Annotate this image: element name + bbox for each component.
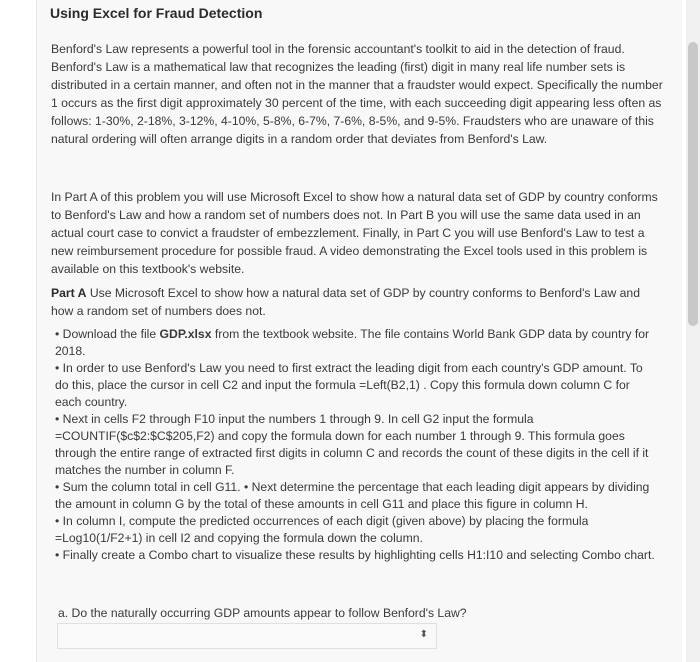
list-item-text: • Download the file	[55, 327, 160, 341]
list-item: • In order to use Benford's Law you need to first extract the leading digit from each country's GDP amount. To do this, place the cursor in cell C2 and input the formula =Left(B2,1) . Copy this formula down column C for each country.	[55, 361, 643, 409]
list-item-text: from the textbook website. The file contains World Bank GDP data by country for 2018.	[55, 327, 650, 358]
vertical-scrollbar[interactable]	[686, 0, 700, 662]
list-item	[55, 326, 655, 360]
list-item: • In column I, compute the predicted occurrences of each digit (given above) by placing the formula =Log10(1/F2+1) in cell I2 and copying the formula down the column.	[55, 514, 589, 545]
list-item: • Next in cells F2 through F10 input the numbers 1 through 9. In cell G2 input the formula =COUNTIF($c$2:$C$205,F2) and copy the formula down for each number 1 through 9. This formula goes through the entire range of extracted first digits in column C and records the count of these digits in the cell if it matches the number in column F.	[55, 412, 649, 477]
instruction-list	[55, 326, 655, 564]
file-name: GDP.xlsx	[159, 327, 212, 341]
question-a-label: a. Do the naturally occurring GDP amounts appear to follow Benford's Law?	[58, 606, 467, 620]
answer-a-select[interactable]	[57, 623, 437, 649]
list-item: • Sum the column total in cell G11. • Next determine the percentage that each leading digit appears by dividing the amount in column G by the total of these amounts in cell G11 and place this figure in column H.	[55, 480, 650, 511]
part-a-paragraph	[51, 284, 663, 320]
part-a-text: Use Microsoft Excel to show how a natural data set of GDP by country conforms to Benford's Law and how a random set of numbers does not.	[51, 286, 640, 318]
select-arrows-icon: ⬍	[419, 629, 428, 640]
scrollbar-thumb[interactable]	[688, 42, 698, 326]
page-title: Using Excel for Fraud Detection	[50, 5, 263, 21]
overview-paragraph: In Part A of this problem you will use Microsoft Excel to show how a natural data set of GDP by country conforms to Benford's Law and how a random set of numbers does not. In Part B you will use the same data used in an actual court case to convict a fraudster of embezzlement. Finally, in Part C you will use Benford's Law to test a new reimbursement procedure for possible fraud. A video demonstrating the Excel tools used in this problem is available on this textbook's website.	[51, 190, 658, 276]
part-a-label: Part A	[51, 286, 87, 300]
intro-paragraph: Benford's Law represents a powerful tool in the forensic accountant's toolkit to aid in the detection of fraud. Benford's Law is a mathematical law that recognizes the leading (first) digit in many real life number sets is distributed in a certain manner, and often not in the manner that a fraudster would expect. Specifically the number 1 occurs as the first digit approximately 30 percent of the time, with each succeeding digit appearing less often as follows: 1-30%, 2-18%, 3-12%, 4-10%, 5-8%, 6-7%, 7-6%, 8-5%, and 9-5%. Fraudsters who are unaware of this natural ordering will often arrange digits in a random order that deviates from Benford's Law.	[51, 42, 663, 146]
list-item: • Finally create a Combo chart to visualize these results by highlighting cells H1:I10 and selecting Combo chart.	[55, 548, 655, 562]
